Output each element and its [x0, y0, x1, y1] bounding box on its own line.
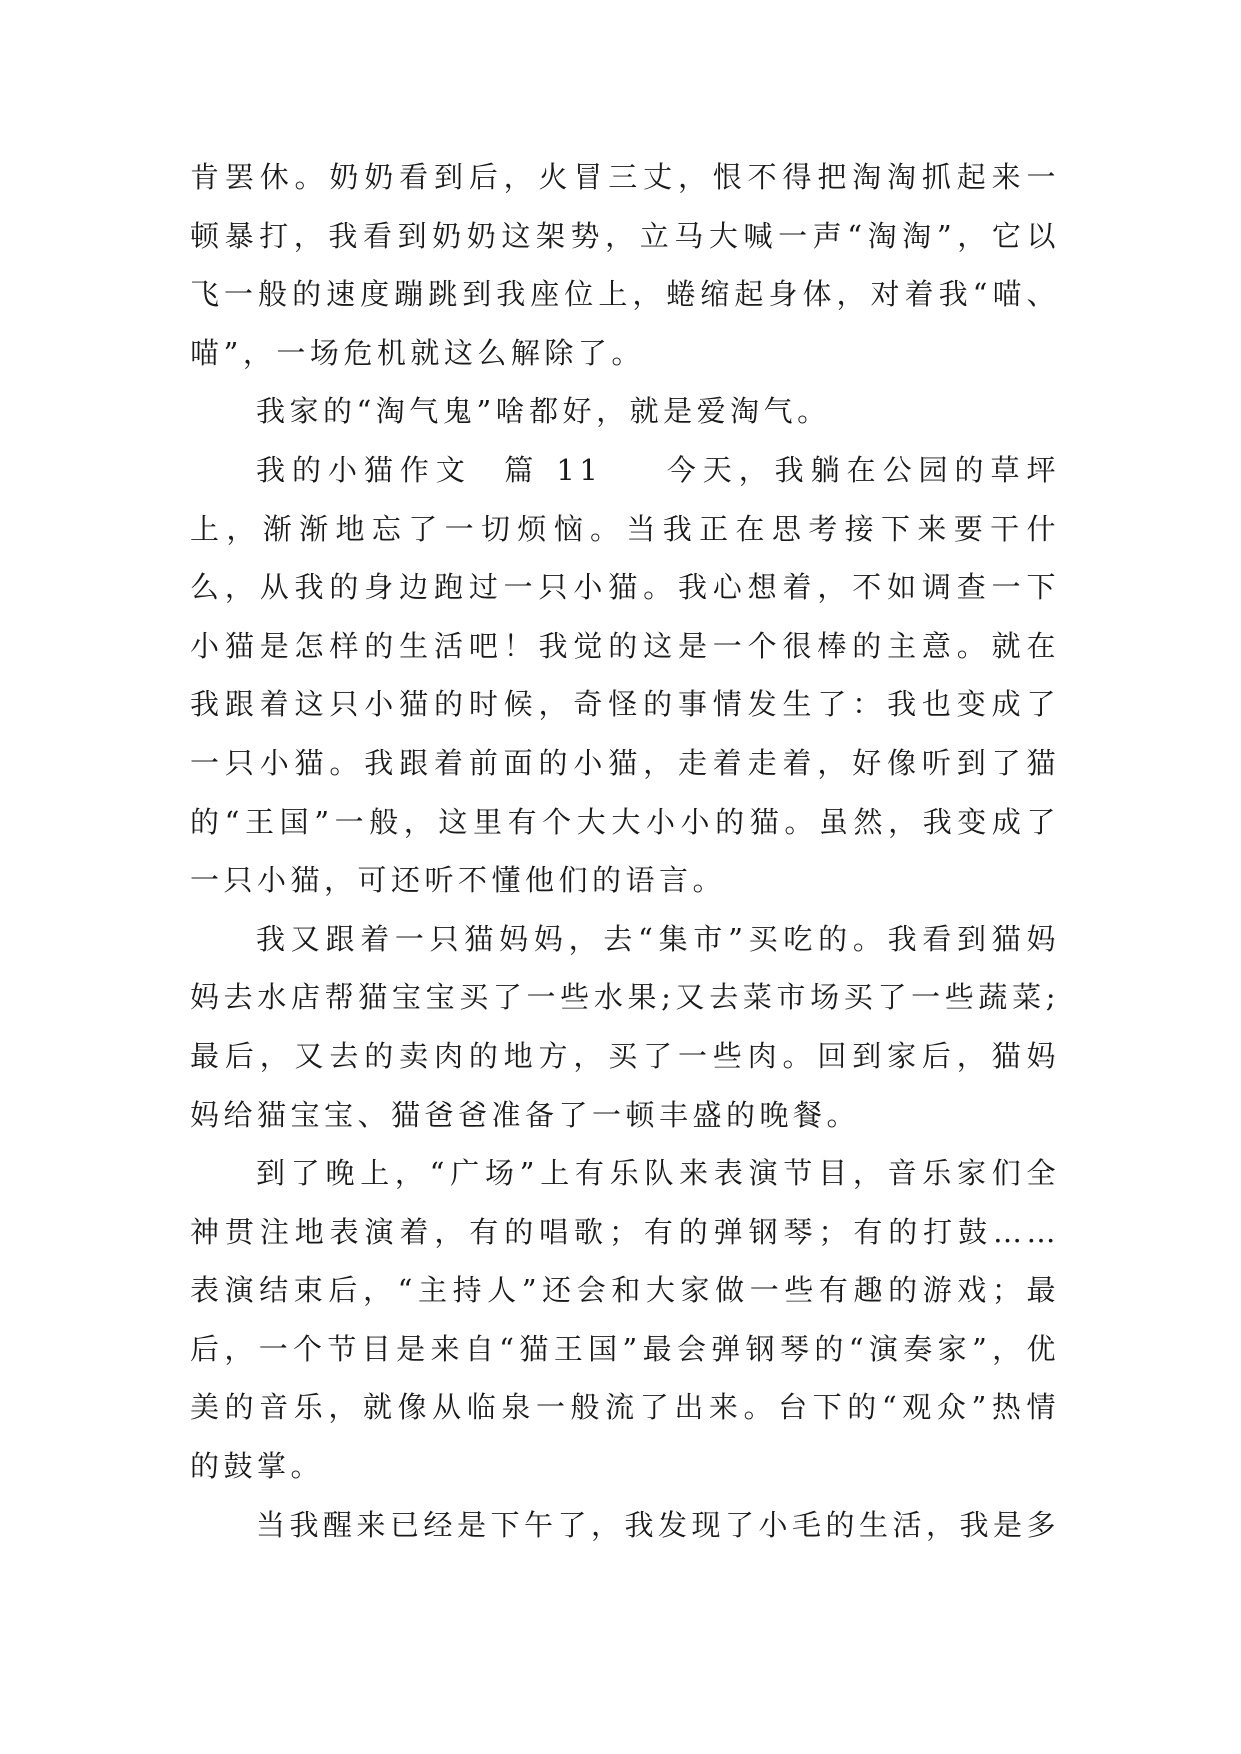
paragraph-2: 我家的“淘气鬼”啥都好，就是爱淘气。: [256, 394, 831, 429]
paragraph-4: 我又跟着一只猫妈妈，去“集市”买吃的。我看到猫妈妈去水店帮猫宝宝买了一些水果;又去菜市场买了一些蔬菜;最后，又去的卖肉的地方，买了一些肉。回到家后，猫妈妈给猫宝宝、猫爸爸准备了一顿丰盛的晚餐。: [190, 921, 1060, 1132]
document-body: [190, 148, 1060, 1554]
paragraph-3-text: 今天，我躺在公园的草坪上，渐渐地忘了一切烦恼。当我正在思考接下来要干什么，从我的身边跑过一只小猫。我心想着，不如调查一下小猫是怎样的生活吧！我觉的这是一个很棒的主意。就在我跟着这只小猫的时候，奇怪的事情发生了：我也变成了一只小猫。我跟着前面的小猫，走着走着，好像听到了猫的“王国”一般，这里有个大大小小的猫。虽然，我变成了一只小猫，可还听不懂他们的语言。: [190, 452, 1060, 898]
paragraph-5: 到了晚上，“广场”上有乐队来表演节目，音乐家们全神贯注地表演着，有的唱歌；有的弹钢琴；有的打鼓……表演结束后，“主持人”还会和大家做一些有趣的游戏；最后，一个节目是来自“猫王国”最会弹钢琴的“演奏家”，优美的音乐，就像从临泉一般流了出来。台下的“观众”热情的鼓掌。: [190, 1156, 1060, 1484]
paragraph-6: 当我醒来已经是下午了，我发现了小毛的生活，我是多: [256, 1507, 1061, 1542]
essay-heading: 我的小猫作文 篇 11: [256, 452, 603, 487]
paragraph-3: [190, 441, 1060, 910]
paragraph-1: 肯罢休。奶奶看到后，火冒三丈，恨不得把淘淘抓起来一顿暴打，我看到奶奶这架势，立马大喊一声“淘淘”，它以飞一般的速度蹦跳到我座位上，蜷缩起身体，对着我“喵、喵”，一场危机就这么解除了。: [190, 160, 1060, 370]
